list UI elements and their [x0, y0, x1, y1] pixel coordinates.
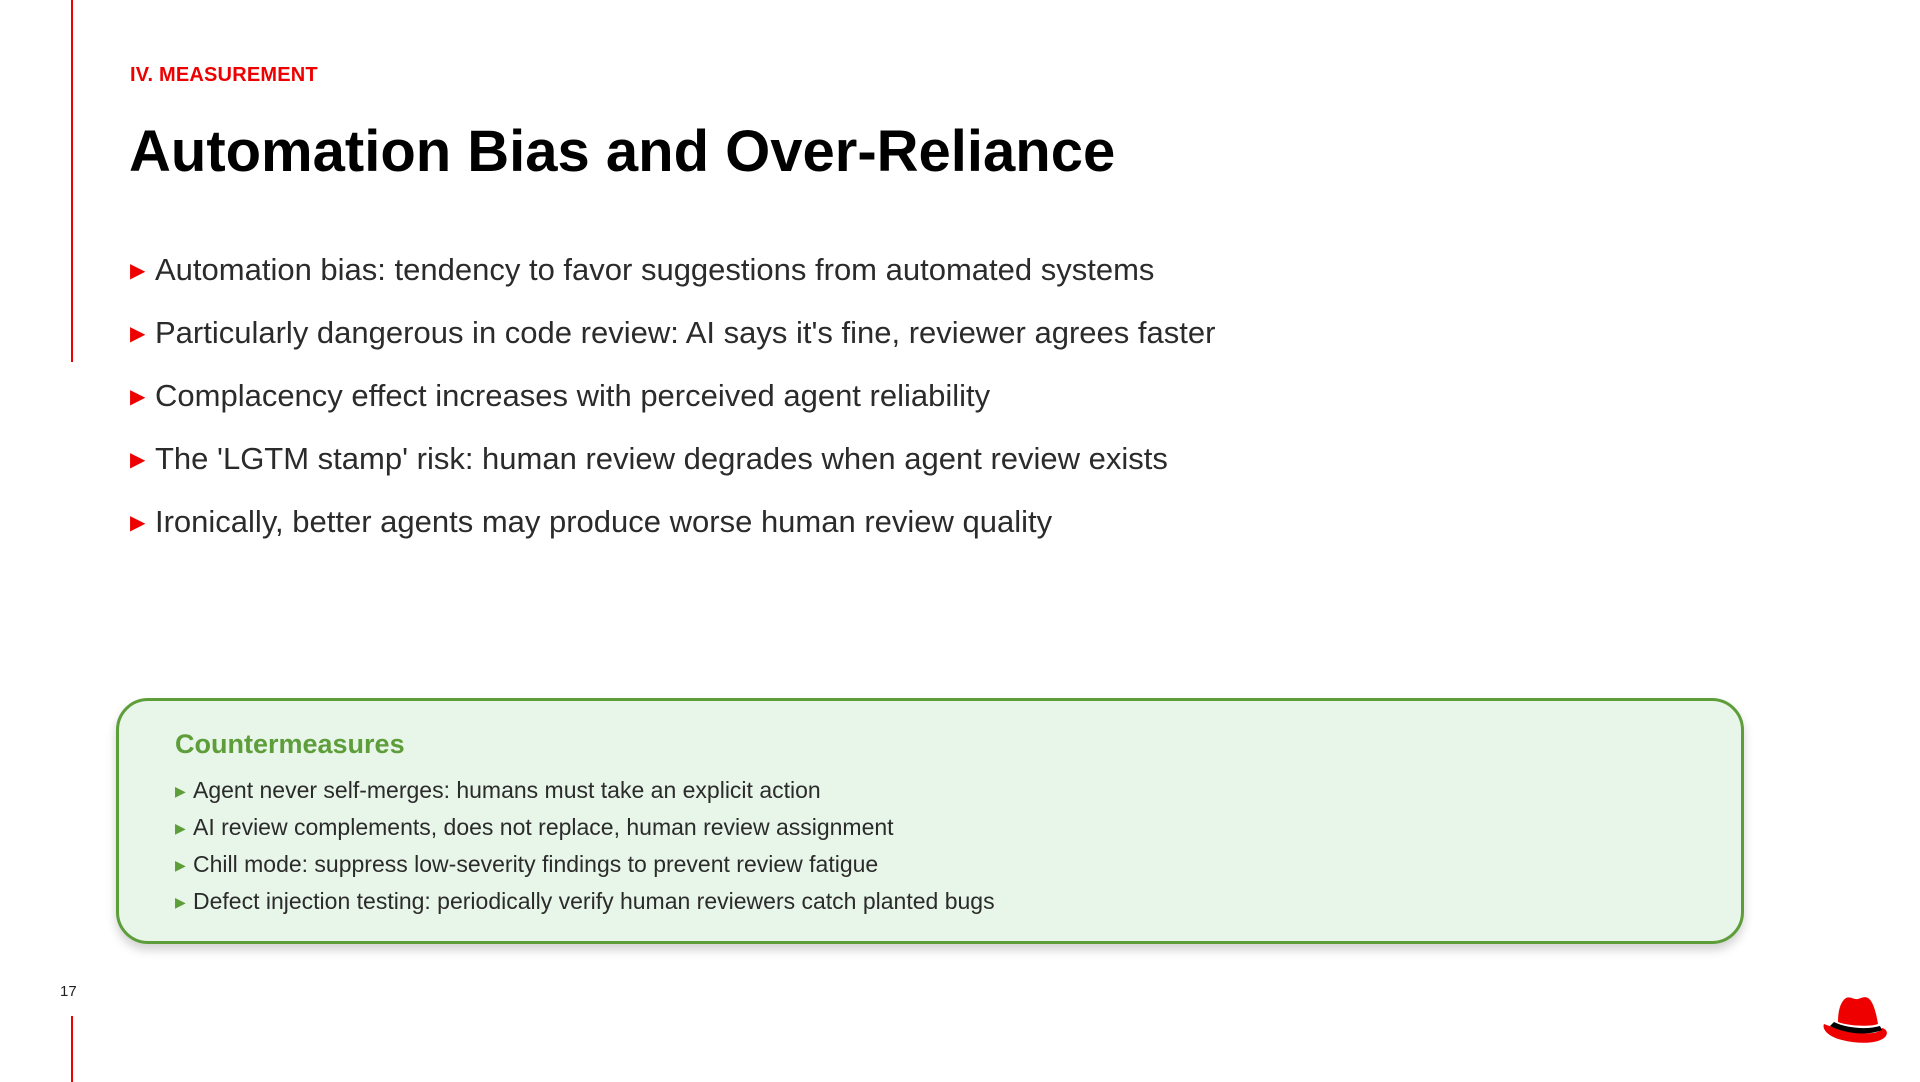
- triangle-right-icon: ▶: [130, 323, 146, 345]
- bullet-item: [130, 441, 1215, 504]
- callout-list: [175, 777, 995, 925]
- bullet-list: [130, 252, 1215, 567]
- bullet-item: [130, 378, 1215, 441]
- bullet-text: The 'LGTM stamp' risk: human review degrades when agent review exists: [155, 441, 1168, 476]
- triangle-right-icon: ▶: [175, 894, 186, 910]
- page-number: 17: [60, 983, 77, 1000]
- triangle-right-icon: ▶: [130, 386, 146, 408]
- left-accent-rule-bottom: [71, 1016, 73, 1082]
- bullet-item: [130, 252, 1215, 315]
- bullet-item: [130, 315, 1215, 378]
- bullet-text: Automation bias: tendency to favor suggestions from automated systems: [155, 252, 1155, 287]
- callout-item-text: Chill mode: suppress low-severity findings to prevent review fatigue: [193, 851, 879, 877]
- slide-title: Automation Bias and Over-Reliance: [129, 119, 1116, 184]
- bullet-item: [130, 504, 1215, 567]
- callout-item: [175, 777, 995, 814]
- triangle-right-icon: ▶: [130, 449, 146, 471]
- red-hat-logo-icon: [1820, 992, 1890, 1048]
- triangle-right-icon: ▶: [130, 260, 146, 282]
- callout-item-text: AI review complements, does not replace, human review assignment: [193, 814, 894, 840]
- triangle-right-icon: ▶: [175, 820, 186, 836]
- callout-item: [175, 851, 995, 888]
- triangle-right-icon: ▶: [130, 512, 146, 534]
- callout-title: Countermeasures: [175, 729, 405, 759]
- bullet-text: Complacency effect increases with perceived agent reliability: [155, 378, 991, 413]
- triangle-right-icon: ▶: [175, 857, 186, 873]
- bullet-text: Particularly dangerous in code review: AI says it's fine, reviewer agrees faster: [155, 315, 1216, 350]
- triangle-right-icon: ▶: [175, 783, 186, 799]
- callout-item: [175, 814, 995, 851]
- bullet-text: Ironically, better agents may produce worse human review quality: [155, 504, 1053, 539]
- left-accent-rule-top: [71, 0, 73, 362]
- callout-item-text: Agent never self-merges: humans must take an explicit action: [193, 777, 821, 803]
- section-label: IV. MEASUREMENT: [130, 64, 318, 86]
- countermeasures-callout: [116, 698, 1744, 944]
- callout-item: [175, 888, 995, 925]
- callout-item-text: Defect injection testing: periodically verify human reviewers catch planted bugs: [193, 888, 995, 914]
